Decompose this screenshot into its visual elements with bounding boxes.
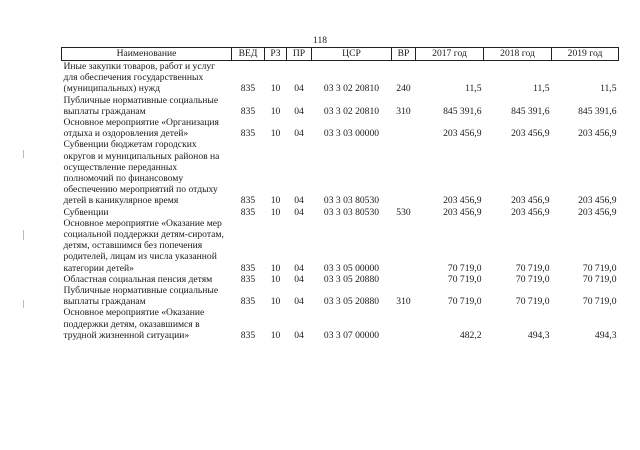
row-rz: 10 <box>270 105 281 117</box>
row-vr <box>392 139 416 206</box>
row-csr: 03 3 05 20880 <box>323 296 380 308</box>
budget-table <box>61 47 619 341</box>
row-rz: 10 <box>270 262 281 274</box>
column-header-2018: 2018 год <box>484 48 552 61</box>
row-value-2019: 70 719,0 <box>582 296 617 308</box>
table-row <box>62 307 619 341</box>
row-pr: 04 <box>294 195 304 207</box>
column-header-2019: 2019 год <box>552 48 619 61</box>
row-value-2018: 70 719,0 <box>515 296 550 308</box>
row-rz: 10 <box>270 273 281 285</box>
row-value-2017: 203 456,9 <box>443 128 482 140</box>
table-row <box>62 274 619 285</box>
column-header-2017: 2017 год <box>416 48 484 61</box>
row-value-2017: 70 719,0 <box>447 262 482 274</box>
table-row <box>62 61 619 95</box>
table-row <box>62 285 619 307</box>
row-name: Основное мероприятие «Организация отдыха и оздоровления детей» <box>63 117 219 140</box>
row-value-2017: 70 719,0 <box>447 296 482 308</box>
row-csr: 03 3 02 20810 <box>323 83 380 95</box>
row-csr: 03 3 03 80530 <box>323 195 380 207</box>
column-header-ved: ВЕД <box>232 48 265 61</box>
row-value-2019: 845 391,6 <box>578 105 617 117</box>
column-header-rz: РЗ <box>265 48 287 61</box>
row-vr <box>392 117 416 139</box>
row-pr: 04 <box>294 128 304 140</box>
row-vr: 530 <box>396 206 411 218</box>
row-name: Областная социальная пенсия детям <box>63 273 213 285</box>
row-csr: 03 3 03 80530 <box>323 206 380 218</box>
row-ved: 835 <box>240 195 256 207</box>
row-value-2019: 203 456,9 <box>578 206 617 218</box>
row-value-2018: 203 456,9 <box>511 128 550 140</box>
table-row <box>62 218 619 274</box>
row-csr: 03 3 02 20810 <box>323 105 380 117</box>
row-rz: 10 <box>270 195 281 207</box>
row-value-2018: 203 456,9 <box>511 206 550 218</box>
row-name: Основное мероприятие «Оказание поддержки детям, оказавшимся в трудной жизненной ситуации» <box>63 307 205 341</box>
row-pr: 04 <box>294 83 304 95</box>
scan-mark <box>23 150 24 158</box>
row-name: Публичные нормативные социальные выплаты гражданам <box>63 94 219 117</box>
column-header-pr: ПР <box>287 48 312 61</box>
row-csr: 03 3 05 00000 <box>323 262 380 274</box>
row-value-2017: 845 391,6 <box>443 105 482 117</box>
row-value-2019: 203 456,9 <box>578 128 617 140</box>
row-vr: 310 <box>396 105 411 117</box>
table-header-row <box>62 48 619 61</box>
row-value-2018: 70 719,0 <box>515 262 550 274</box>
page-number: 118 <box>313 36 327 46</box>
row-value-2018: 70 719,0 <box>515 273 550 285</box>
row-value-2018: 203 456,9 <box>511 195 550 207</box>
row-ved: 835 <box>240 83 256 95</box>
row-pr: 04 <box>294 206 304 218</box>
row-value-2019: 70 719,0 <box>582 262 617 274</box>
row-value-2017: 203 456,9 <box>443 206 482 218</box>
row-pr: 04 <box>294 105 304 117</box>
column-header-vr: ВР <box>392 48 416 61</box>
row-ved: 835 <box>240 296 256 308</box>
row-value-2018: 845 391,6 <box>511 105 550 117</box>
row-pr: 04 <box>294 273 304 285</box>
row-value-2017: 482,2 <box>459 329 482 341</box>
row-rz: 10 <box>270 128 281 140</box>
row-ved: 835 <box>240 273 256 285</box>
row-value-2019: 203 456,9 <box>578 195 617 207</box>
row-rz: 10 <box>270 206 281 218</box>
row-value-2019: 494,3 <box>594 329 617 341</box>
row-csr: 03 3 07 00000 <box>323 329 380 341</box>
row-rz: 10 <box>270 83 281 95</box>
row-ved: 835 <box>240 128 256 140</box>
row-ved: 835 <box>240 206 256 218</box>
row-ved: 835 <box>240 329 256 341</box>
column-header-csr: ЦСР <box>312 48 392 61</box>
table-row <box>62 117 619 139</box>
row-value-2018: 11,5 <box>533 83 550 95</box>
row-name: Основное мероприятие «Оказание мер социальной поддержки детям-сиротам, детям, оставшимся без попечения родителей, лицам из числа указанной категории детей» <box>63 217 224 274</box>
row-pr: 04 <box>294 262 304 274</box>
row-value-2019: 11,5 <box>600 83 617 95</box>
row-csr: 03 3 05 20880 <box>323 273 380 285</box>
row-ved: 835 <box>240 262 256 274</box>
row-pr: 04 <box>294 296 304 308</box>
row-value-2019: 70 719,0 <box>582 273 617 285</box>
row-csr: 03 3 03 00000 <box>323 128 380 140</box>
row-rz: 10 <box>270 296 281 308</box>
row-value-2017: 70 719,0 <box>447 273 482 285</box>
row-vr: 310 <box>396 296 411 308</box>
row-name: Иные закупки товаров, работ и услуг для обеспечения государственных (муниципальных) нужд <box>63 61 216 95</box>
row-name: Субвенции бюджетам городских округов и муниципальных районов на осуществление переданных полномочий по финансовому обеспечению мероприятий по отдыху детей в каникулярное время <box>63 139 220 207</box>
column-header-name: Наименование <box>62 48 232 61</box>
row-name: Публичные нормативные социальные выплаты гражданам <box>63 285 219 308</box>
row-name: Субвенции <box>63 206 109 218</box>
row-rz: 10 <box>270 329 281 341</box>
row-vr <box>392 307 416 341</box>
row-vr: 240 <box>396 83 411 95</box>
row-value-2018: 494,3 <box>527 329 550 341</box>
row-value-2017: 203 456,9 <box>443 195 482 207</box>
row-vr <box>392 274 416 285</box>
table-row <box>62 95 619 117</box>
row-value-2017: 11,5 <box>465 83 482 95</box>
table-row <box>62 207 619 218</box>
table-row <box>62 139 619 206</box>
row-ved: 835 <box>240 105 256 117</box>
scan-mark <box>23 300 24 308</box>
row-vr <box>392 218 416 274</box>
scan-mark <box>23 230 24 240</box>
row-pr: 04 <box>294 329 304 341</box>
